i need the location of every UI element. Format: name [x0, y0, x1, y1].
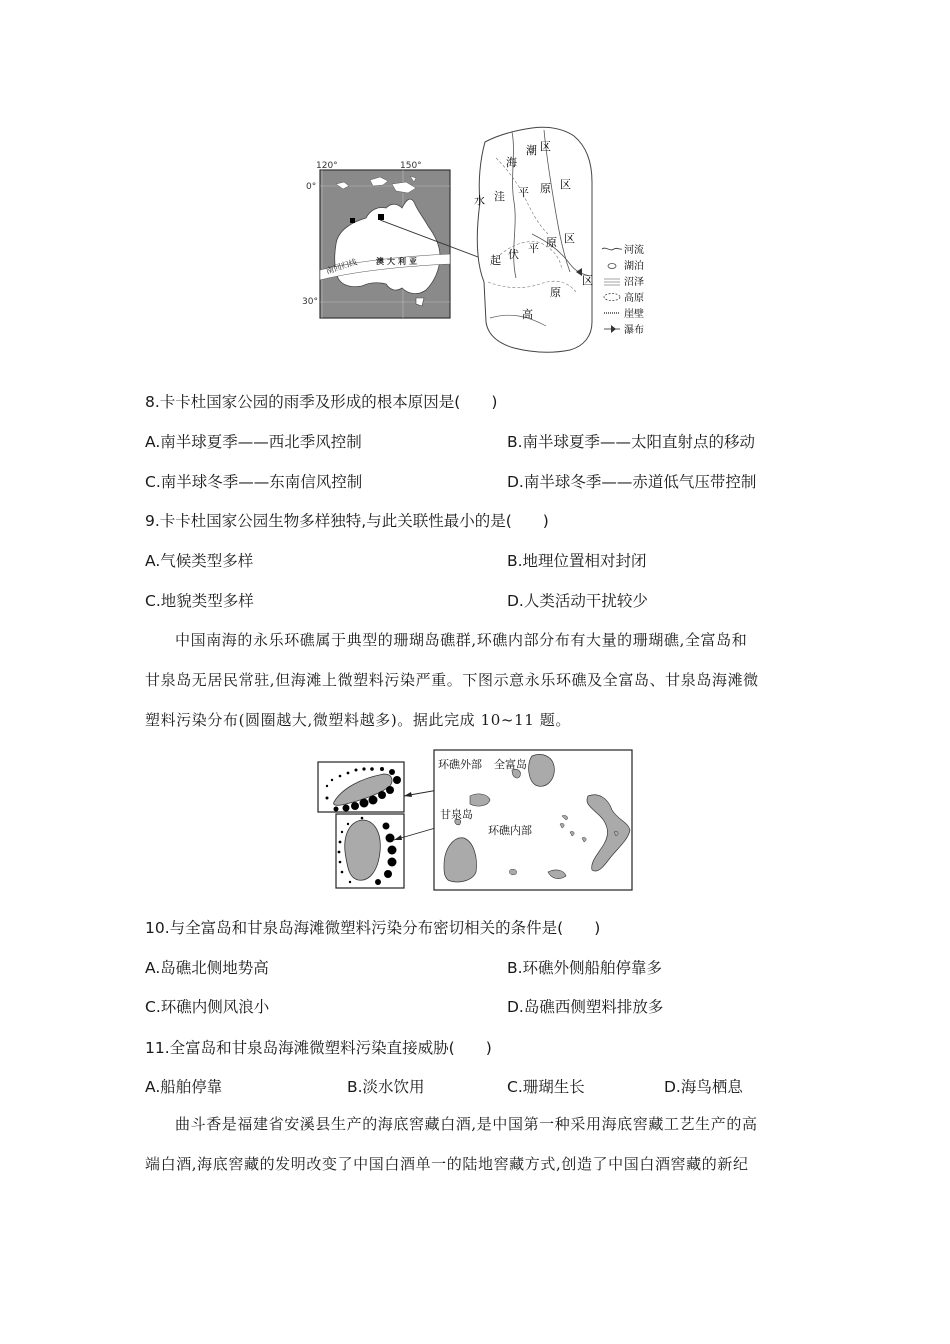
question-10-option-d[interactable]: D.岛礁西侧塑料排放多	[507, 998, 664, 1016]
passage-line: 端白酒,海底窖藏的发明改变了中国白酒单一的陆地窖藏方式,创造了中国白酒窖藏的新纪	[145, 1155, 749, 1173]
legend-label: 沼泽	[624, 277, 644, 288]
outer-atoll-label: 环礁外部	[438, 758, 482, 771]
question-11-option-c[interactable]: C.珊瑚生长	[507, 1078, 585, 1096]
question-10-option-b[interactable]: B.环礁外侧船舶停靠多	[507, 959, 663, 977]
quanfu-label: 全富岛	[494, 758, 527, 771]
region-char: 潮	[526, 144, 537, 157]
question-8-option-b[interactable]: B.南半球夏季——太阳直射点的移动	[507, 433, 756, 451]
inner-atoll-label: 环礁内部	[488, 824, 532, 837]
ganquan-label: 甘泉岛	[440, 808, 473, 821]
question-8-stem: 8.卡卡杜国家公园的雨季及形成的根本原因是( )	[145, 393, 498, 411]
region-char: 区	[564, 232, 575, 245]
question-9-option-c[interactable]: C.地貌类型多样	[145, 592, 254, 610]
legend-label: 高原	[624, 293, 644, 304]
passage-qudouxiang	[145, 1104, 810, 1184]
region-char: 区	[560, 178, 571, 191]
region-char: 平	[518, 186, 529, 199]
passage-line: 中国南海的永乐环礁属于典型的珊瑚岛礁群,环礁内部分布有大量的珊瑚礁,全富岛和	[175, 631, 748, 649]
ganquan-island-inset	[336, 814, 404, 888]
region-char: 原	[540, 182, 551, 195]
question-11-stem: 11.全富岛和甘泉岛海滩微塑料污染直接威胁( )	[145, 1039, 492, 1057]
legend-label: 湖泊	[624, 261, 644, 272]
region-char: 洼	[494, 190, 505, 203]
passage-line: 曲斗香是福建省安溪县生产的海底窖藏白酒,是中国第一种采用海底窖藏工艺生产的高	[175, 1115, 758, 1133]
question-11-option-b[interactable]: B.淡水饮用	[347, 1078, 425, 1096]
region-char: 伏	[508, 248, 519, 261]
region-char: 原	[546, 236, 557, 249]
passage-line: 塑料污染分布(圆圈越大,微塑料越多)。据此完成 10~11 题。	[145, 711, 571, 729]
legend-label: 河流	[624, 245, 644, 256]
waterfall-icon	[604, 325, 620, 333]
passage-yongle-atoll	[145, 620, 810, 740]
lat-30-label: 30°	[302, 297, 318, 307]
lon-150-label: 150°	[400, 161, 422, 171]
question-11-option-d[interactable]: D.海鸟栖息	[664, 1078, 743, 1096]
plateau-icon	[604, 294, 620, 301]
yongle-atoll-figure	[312, 748, 637, 894]
tropic-label: 南回归线	[324, 257, 359, 276]
river-icon	[602, 248, 622, 250]
region-char: 区	[540, 140, 551, 153]
region-char: 原	[550, 286, 561, 299]
lat-0-label: 0°	[306, 182, 317, 192]
region-char: 区	[582, 274, 593, 287]
yongle-atoll-map	[434, 750, 632, 890]
region-char: 海	[506, 156, 517, 169]
australia-label: 澳大利亚	[376, 257, 420, 266]
question-8-option-a[interactable]: A.南半球夏季——西北季风控制	[145, 433, 362, 451]
question-9-option-b[interactable]: B.地理位置相对封闭	[507, 552, 647, 570]
map-legend	[602, 243, 644, 336]
question-9-stem: 9.卡卡杜国家公园生物多样独特,与此关联性最小的是( )	[145, 512, 549, 530]
quanfu-island-inset	[318, 762, 404, 812]
question-11-option-a[interactable]: A.船舶停靠	[145, 1078, 223, 1096]
question-10-option-c[interactable]: C.环礁内侧风浪小	[145, 998, 270, 1016]
region-char: 起	[490, 254, 501, 267]
region-char: 水	[474, 194, 485, 207]
question-9-option-d[interactable]: D.人类活动干扰较少	[507, 592, 648, 610]
region-char: 高	[522, 308, 533, 321]
swamp-icon	[604, 279, 620, 285]
question-10-option-a[interactable]: A.岛礁北侧地势高	[145, 959, 269, 977]
question-10-stem: 10.与全富岛和甘泉岛海滩微塑料污染分布密切相关的条件是( )	[145, 919, 601, 937]
passage-line: 甘泉岛无居民常驻,但海滩上微塑料污染严重。下图示意永乐环礁及全富岛、甘泉岛海滩微	[145, 671, 759, 689]
legend-label: 瀑布	[624, 325, 644, 336]
australia-inset-map	[320, 170, 450, 318]
question-9-option-a[interactable]: A.气候类型多样	[145, 552, 254, 570]
lake-icon	[608, 264, 616, 269]
legend-label: 崖壁	[624, 309, 644, 320]
region-char: 平	[528, 242, 539, 255]
question-8-option-c[interactable]: C.南半球冬季——东南信风控制	[145, 473, 363, 491]
kakadu-map-figure	[300, 122, 660, 354]
question-8-option-d[interactable]: D.南半球冬季——赤道低气压带控制	[507, 473, 757, 491]
lon-120-label: 120°	[316, 161, 338, 171]
kakadu-park-map	[474, 127, 593, 352]
